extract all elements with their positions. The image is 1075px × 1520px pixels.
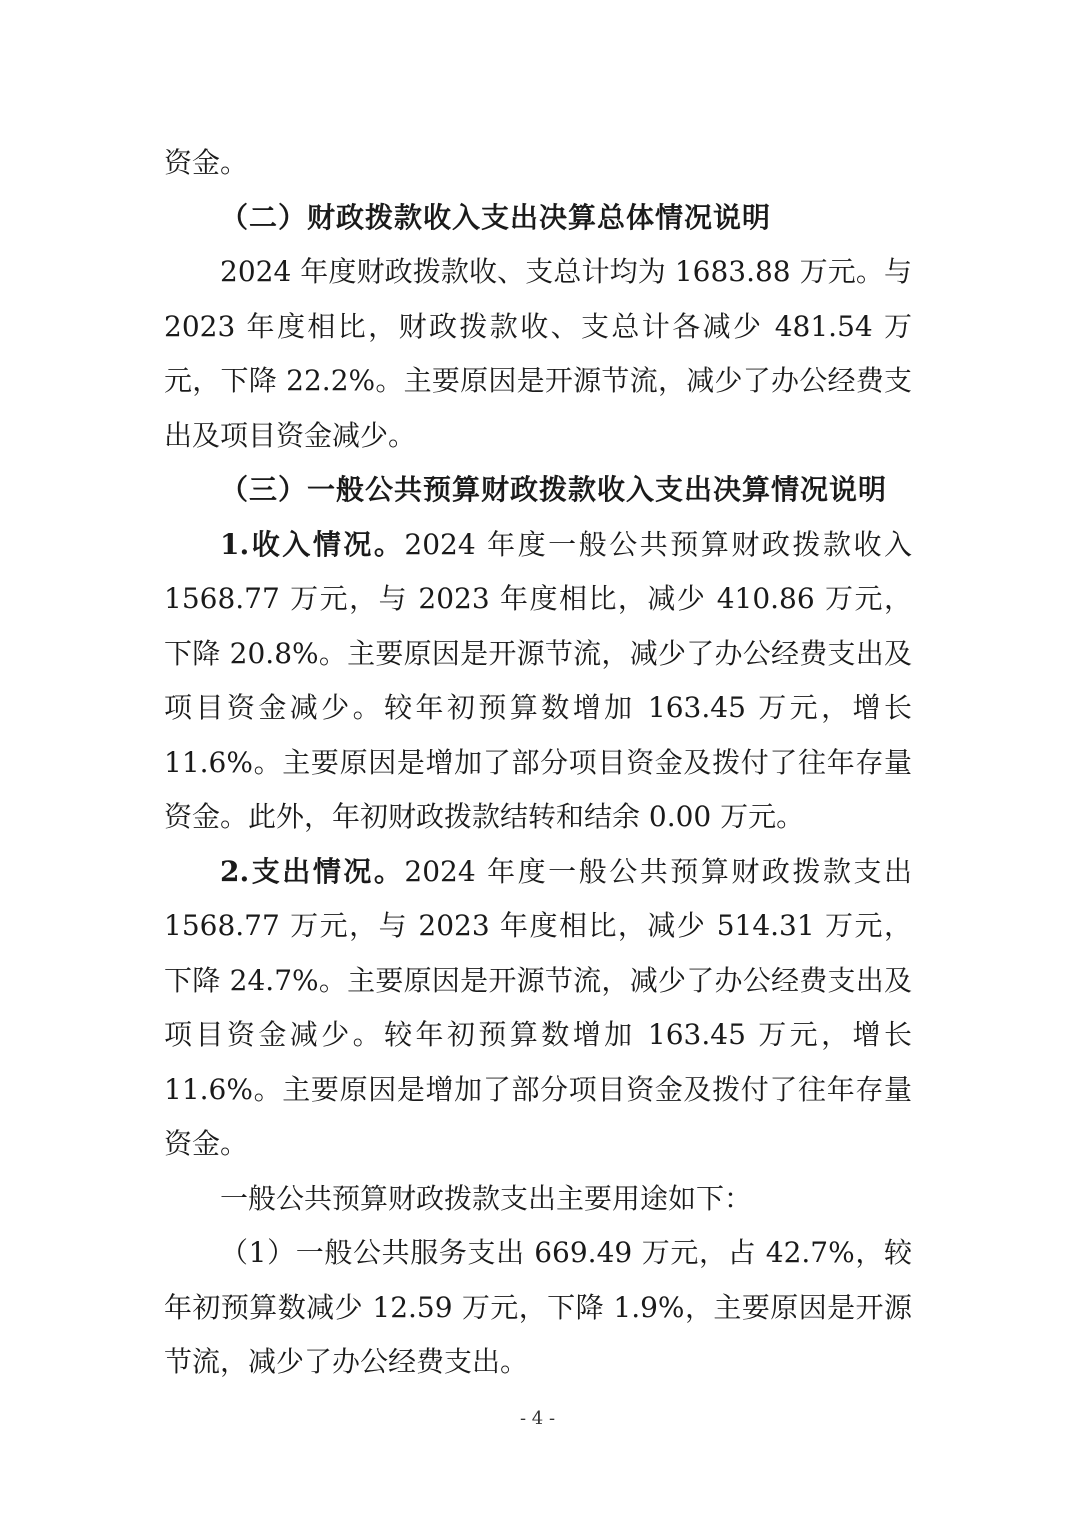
paragraph-usage-intro: 一般公共预算财政拨款支出主要用途如下： bbox=[220, 1181, 753, 1215]
paragraph-overall-summary: 2024 年度财政拨款收、支总计均为 1683.88 万元。与 2023 年度相比，财政拨款收、支总计各减少 481.54 万元，下降 22.2%。主要原因是开源节流，减少了办公经费支出及项目资金减少。 bbox=[164, 255, 912, 452]
income-body: 2024 年度一般公共预算财政拨款收入 1568.77 万元，与 2023 年度相比，减少 410.86 万元，下降 20.8%。主要原因是开源节流，减少了办公经费支出及项目资金减少。较年初预算数增加 163.45 万元，增长 11.6%。主要原因是增加了部分项目资金及拨付了往年存量资金。此外，年初财政拨款结转和结余 0.00 万元。 bbox=[164, 527, 912, 833]
expenditure-body: 2024 年度一般公共预算财政拨款支出 1568.77 万元，与 2023 年度相比，减少 514.31 万元，下降 24.7%。主要原因是开源节流，减少了办公经费支出及项目资金减少。较年初预算数增加 163.45 万元，增长 11.6%。主要原因是增加了部分项目资金及拨付了往年存量资金。 bbox=[164, 854, 912, 1160]
section-heading-2: （二）财政拨款收入支出决算总体情况说明 bbox=[220, 200, 772, 234]
page-number: - 4 - bbox=[519, 1408, 556, 1429]
section-heading-3: （三）一般公共预算财政拨款收入支出决算情况说明 bbox=[220, 473, 888, 506]
paragraph-income bbox=[164, 518, 912, 845]
expenditure-lead: 2.支出情况。 bbox=[220, 854, 405, 888]
paragraph-usage-item-1: （1）一般公共服务支出 669.49 万元，占 42.7%，较年初预算数减少 12.59 万元，下降 1.9%，主要原因是开源节流，减少了办公经费支出。 bbox=[164, 1236, 912, 1378]
document-body bbox=[164, 136, 912, 1390]
paragraph-expenditure bbox=[164, 845, 912, 1172]
paragraph-continuation: 资金。 bbox=[164, 146, 249, 179]
income-lead: 1.收入情况。 bbox=[220, 527, 405, 561]
